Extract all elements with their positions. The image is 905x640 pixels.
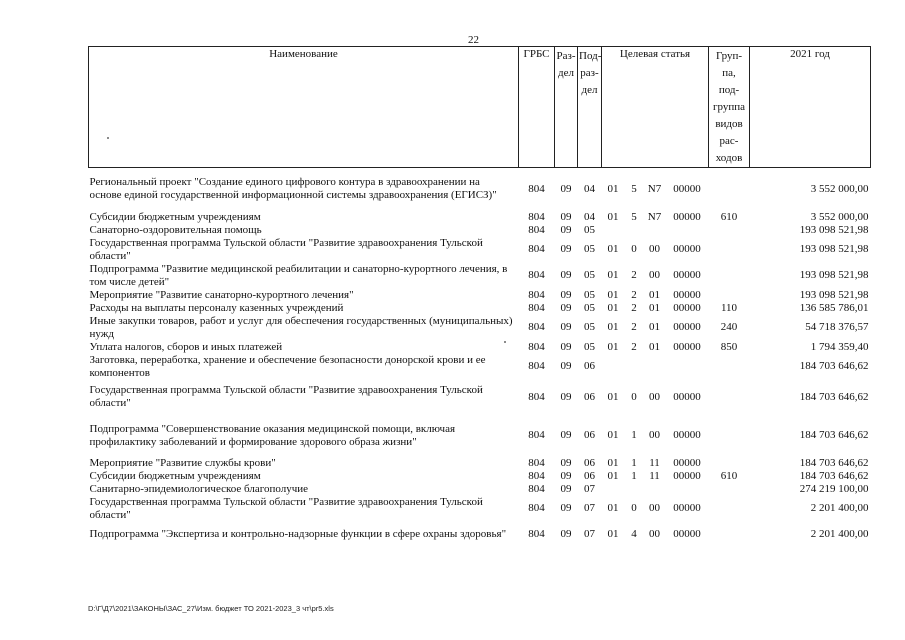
row-target-event xyxy=(644,354,666,380)
row-podrazdel: 05 xyxy=(584,223,595,236)
row-podrazdel: 07 xyxy=(584,502,595,514)
row-target-subprogram: 0 xyxy=(631,502,637,514)
row-razdel: 09 xyxy=(560,301,572,314)
row-expense-group xyxy=(709,168,750,211)
budget-table xyxy=(88,46,871,548)
row-target-direction xyxy=(666,354,709,380)
row-name: Государственная программа Тульской области "Развитие здравоохранения Тульской области" xyxy=(89,384,483,409)
row-expense-group xyxy=(709,457,750,470)
row-amount: 184 703 646,62 xyxy=(799,469,869,482)
row-target-event: 01 xyxy=(649,301,660,314)
row-target-subprogram: 1 xyxy=(631,429,637,441)
row-expense-group xyxy=(709,263,750,289)
table-row xyxy=(89,470,871,483)
table-row xyxy=(89,263,871,289)
row-amount: 1 794 359,40 xyxy=(810,340,869,353)
row-target-program: 01 xyxy=(607,456,619,469)
row-target-subprogram: 2 xyxy=(631,269,637,281)
row-target-program: 01 xyxy=(607,288,619,301)
row-amount: 2 201 400,00 xyxy=(810,502,869,514)
row-target-program xyxy=(602,483,625,496)
row-expense-group xyxy=(709,483,750,496)
row-name: Заготовка, переработка, хранение и обеспечение безопасности донорской крови и ее компонентов xyxy=(89,353,486,379)
row-grbs: 804 xyxy=(528,269,545,281)
row-target-program: 01 xyxy=(607,429,619,441)
row-expense-group xyxy=(709,496,750,522)
row-razdel: 09 xyxy=(560,469,572,482)
row-amount: 274 219 100,00 xyxy=(799,482,869,495)
row-target-program xyxy=(602,224,625,237)
row-name: Санаторно-оздоровительная помощь xyxy=(89,223,262,236)
row-target-subprogram: 0 xyxy=(631,390,637,403)
row-name: Подпрограмма "Развитие медицинской реабилитации и санаторно-курортного лечения, в том числе детей" xyxy=(89,262,508,288)
row-amount: 54 718 376,57 xyxy=(805,321,869,333)
table-row xyxy=(89,415,871,457)
row-grbs: 804 xyxy=(528,182,545,195)
row-target-subprogram: 2 xyxy=(631,340,637,353)
table-row xyxy=(89,457,871,470)
row-grbs: 804 xyxy=(528,360,545,372)
row-amount: 184 703 646,62 xyxy=(799,360,869,372)
row-podrazdel: 06 xyxy=(584,456,595,469)
row-amount: 193 098 521,98 xyxy=(799,243,869,255)
row-podrazdel: 05 xyxy=(584,243,595,255)
table-row xyxy=(89,522,871,548)
row-target-subprogram: 5 xyxy=(631,182,637,195)
row-target-subprogram: 1 xyxy=(631,456,637,469)
row-amount: 2 201 400,00 xyxy=(810,528,869,540)
row-target-event: N7 xyxy=(647,210,662,223)
row-razdel: 09 xyxy=(560,482,572,495)
row-grbs: 804 xyxy=(528,456,545,469)
row-target-program: 01 xyxy=(607,243,619,255)
scan-speck xyxy=(107,137,109,139)
row-razdel: 09 xyxy=(560,210,572,223)
row-target-direction: 00000 xyxy=(673,429,701,441)
row-podrazdel: 05 xyxy=(584,321,595,333)
scan-speck xyxy=(504,341,506,343)
row-razdel: 09 xyxy=(560,182,572,195)
row-target-direction xyxy=(666,483,709,496)
row-razdel: 09 xyxy=(560,243,572,255)
row-target-program: 01 xyxy=(607,502,619,514)
row-razdel: 09 xyxy=(560,269,572,281)
row-target-direction: 00000 xyxy=(673,390,701,403)
row-target-event: 11 xyxy=(649,456,660,469)
row-expense-group: 110 xyxy=(720,301,738,314)
row-razdel: 09 xyxy=(560,340,572,353)
row-podrazdel: 04 xyxy=(584,210,595,223)
row-target-program: 01 xyxy=(607,182,619,195)
row-target-direction: 00000 xyxy=(673,301,701,314)
row-target-subprogram: 2 xyxy=(631,288,637,301)
row-podrazdel: 05 xyxy=(584,340,595,353)
row-target-program: 01 xyxy=(607,340,619,353)
row-grbs: 804 xyxy=(528,429,545,441)
row-podrazdel: 06 xyxy=(584,469,595,482)
row-target-direction: 00000 xyxy=(673,321,701,333)
row-razdel: 09 xyxy=(560,223,572,236)
row-expense-group xyxy=(709,237,750,263)
row-target-subprogram: 0 xyxy=(631,243,637,255)
row-expense-group xyxy=(709,415,750,457)
row-grbs: 804 xyxy=(528,502,545,514)
row-podrazdel: 05 xyxy=(584,288,595,301)
page-number: 22 xyxy=(468,34,479,46)
row-grbs: 804 xyxy=(528,482,545,495)
row-podrazdel: 05 xyxy=(584,301,595,314)
row-name: Подпрограмма "Экспертиза и контрольно-надзорные функции в сфере охраны здоровья" xyxy=(89,528,507,540)
row-target-direction: 00000 xyxy=(673,210,701,223)
file-path-footer: D:\Г\Д7\2021\ЗАКОНЫ\ЗАС_27\Изм. бюджет ТО 2021-2023_3 чт\pr5.xls xyxy=(88,604,334,613)
header-razdel: Раз- дел xyxy=(555,47,578,168)
row-grbs: 804 xyxy=(528,469,545,482)
row-name: Субсидии бюджетным учреждениям xyxy=(89,469,261,482)
row-grbs: 804 xyxy=(528,340,545,353)
header-expense-group: Груп- па, под- группа видов рас- ходов xyxy=(709,47,750,168)
row-target-subprogram: 4 xyxy=(631,528,637,540)
row-grbs: 804 xyxy=(528,223,545,236)
row-amount: 3 552 000,00 xyxy=(810,182,869,195)
row-amount: 136 585 786,01 xyxy=(799,301,869,314)
row-grbs: 804 xyxy=(528,301,545,314)
row-amount: 184 703 646,62 xyxy=(799,390,869,403)
row-target-program: 01 xyxy=(607,469,619,482)
row-expense-group xyxy=(709,380,750,415)
row-podrazdel: 06 xyxy=(584,390,595,403)
header-podrazdel: Под- раз- дел xyxy=(578,47,602,168)
row-target-event: 00 xyxy=(649,429,660,441)
row-target-direction: 00000 xyxy=(673,469,701,482)
row-target-event: 00 xyxy=(649,269,660,281)
table-row xyxy=(89,315,871,341)
header-grbs: ГРБС xyxy=(519,47,555,168)
header-year: 2021 год xyxy=(750,47,871,168)
row-name: Иные закупки товаров, работ и услуг для обеспечения государственных (муниципальных) нужд xyxy=(89,314,513,340)
row-name: Государственная программа Тульской области "Развитие здравоохранения Тульской области" xyxy=(89,495,483,521)
row-target-program: 01 xyxy=(607,528,619,540)
row-amount: 193 098 521,98 xyxy=(799,223,869,236)
row-target-event: 00 xyxy=(649,390,660,403)
row-target-event: 01 xyxy=(649,340,660,353)
table-row xyxy=(89,380,871,415)
row-podrazdel: 06 xyxy=(584,360,595,372)
row-grbs: 804 xyxy=(528,321,545,333)
row-grbs: 804 xyxy=(528,288,545,301)
row-target-subprogram xyxy=(625,354,644,380)
table-body xyxy=(89,168,871,548)
row-razdel: 09 xyxy=(560,390,572,403)
row-target-direction: 00000 xyxy=(673,528,701,540)
row-amount: 193 098 521,98 xyxy=(799,269,869,281)
row-target-direction: 00000 xyxy=(673,243,701,255)
table-row xyxy=(89,354,871,380)
table-row xyxy=(89,168,871,211)
table-row xyxy=(89,483,871,496)
row-name: Государственная программа Тульской области "Развитие здравоохранения Тульской области" xyxy=(89,236,483,262)
table-header xyxy=(89,47,871,168)
row-target-event: 00 xyxy=(649,243,660,255)
row-razdel: 09 xyxy=(560,360,572,372)
row-razdel: 09 xyxy=(560,528,572,540)
row-expense-group: 610 xyxy=(720,210,738,223)
table-row xyxy=(89,341,871,354)
header-name: Наименование xyxy=(89,47,519,168)
row-target-program xyxy=(602,354,625,380)
budget-table-sheet xyxy=(88,46,870,548)
row-expense-group xyxy=(709,224,750,237)
row-target-event: 01 xyxy=(649,288,660,301)
row-target-subprogram: 5 xyxy=(631,210,637,223)
row-target-subprogram: 2 xyxy=(631,321,637,333)
row-target-event xyxy=(644,483,666,496)
row-target-subprogram: 2 xyxy=(631,301,637,314)
row-grbs: 804 xyxy=(528,390,545,403)
row-razdel: 09 xyxy=(560,429,572,441)
row-expense-group xyxy=(709,289,750,302)
row-grbs: 804 xyxy=(528,210,545,223)
row-target-direction: 00000 xyxy=(673,269,701,281)
row-target-program: 01 xyxy=(607,301,619,314)
row-target-event: 11 xyxy=(649,469,660,482)
row-target-subprogram xyxy=(625,483,644,496)
header-target-article: Целевая статья xyxy=(602,47,709,168)
row-name: Уплата налогов, сборов и иных платежей xyxy=(89,340,283,353)
table-row xyxy=(89,496,871,522)
row-target-event: 00 xyxy=(649,502,660,514)
row-target-program: 01 xyxy=(607,210,619,223)
row-target-direction: 00000 xyxy=(673,340,701,353)
row-amount: 184 703 646,62 xyxy=(799,456,869,469)
row-amount: 193 098 521,98 xyxy=(799,288,869,301)
row-razdel: 09 xyxy=(560,288,572,301)
row-target-program: 01 xyxy=(607,390,619,403)
row-expense-group xyxy=(709,354,750,380)
row-target-event: N7 xyxy=(647,182,662,195)
table-row xyxy=(89,289,871,302)
row-expense-group: 610 xyxy=(720,469,738,482)
table-row xyxy=(89,302,871,315)
row-name: Подпрограмма "Совершенствование оказания медицинской помощи, включая профилактику заболеваний и формирование здорового образа жизни" xyxy=(89,422,456,448)
row-grbs: 804 xyxy=(528,528,545,540)
row-target-direction xyxy=(666,224,709,237)
row-target-direction: 00000 xyxy=(673,182,701,195)
row-name: Субсидии бюджетным учреждениям xyxy=(89,210,261,223)
row-target-program: 01 xyxy=(607,269,619,281)
row-razdel: 09 xyxy=(560,502,572,514)
table-row xyxy=(89,237,871,263)
row-name: Мероприятие "Развитие службы крови" xyxy=(89,456,276,469)
row-razdel: 09 xyxy=(560,321,572,333)
row-podrazdel: 07 xyxy=(584,528,595,540)
row-name: Санитарно-эпидемиологическое благополучие xyxy=(89,482,309,495)
row-target-subprogram xyxy=(625,224,644,237)
row-target-event: 01 xyxy=(649,321,660,333)
table-row xyxy=(89,211,871,224)
row-target-program: 01 xyxy=(607,321,619,333)
row-podrazdel: 07 xyxy=(584,482,595,495)
row-name: Региональный проект "Создание единого цифрового контура в здравоохранении на основе единой государственной информационной системы здравоохранения (ЕГИСЗ)" xyxy=(89,176,497,202)
row-target-direction: 00000 xyxy=(673,288,701,301)
row-name: Расходы на выплаты персоналу казенных учреждений xyxy=(89,301,344,314)
row-target-subprogram: 1 xyxy=(631,469,637,482)
row-podrazdel: 04 xyxy=(584,182,595,195)
row-grbs: 804 xyxy=(528,243,545,255)
row-expense-group xyxy=(709,522,750,548)
row-podrazdel: 05 xyxy=(584,269,595,281)
row-amount: 184 703 646,62 xyxy=(799,429,869,441)
row-target-direction: 00000 xyxy=(673,456,701,469)
row-name: Мероприятие "Развитие санаторно-курортного лечения" xyxy=(89,288,354,301)
row-amount: 3 552 000,00 xyxy=(810,210,869,223)
row-podrazdel: 06 xyxy=(584,429,595,441)
row-target-event: 00 xyxy=(649,528,660,540)
row-expense-group: 850 xyxy=(720,340,738,353)
row-expense-group: 240 xyxy=(720,321,738,333)
row-razdel: 09 xyxy=(560,456,572,469)
table-row xyxy=(89,224,871,237)
row-target-direction: 00000 xyxy=(673,502,701,514)
row-target-event xyxy=(644,224,666,237)
